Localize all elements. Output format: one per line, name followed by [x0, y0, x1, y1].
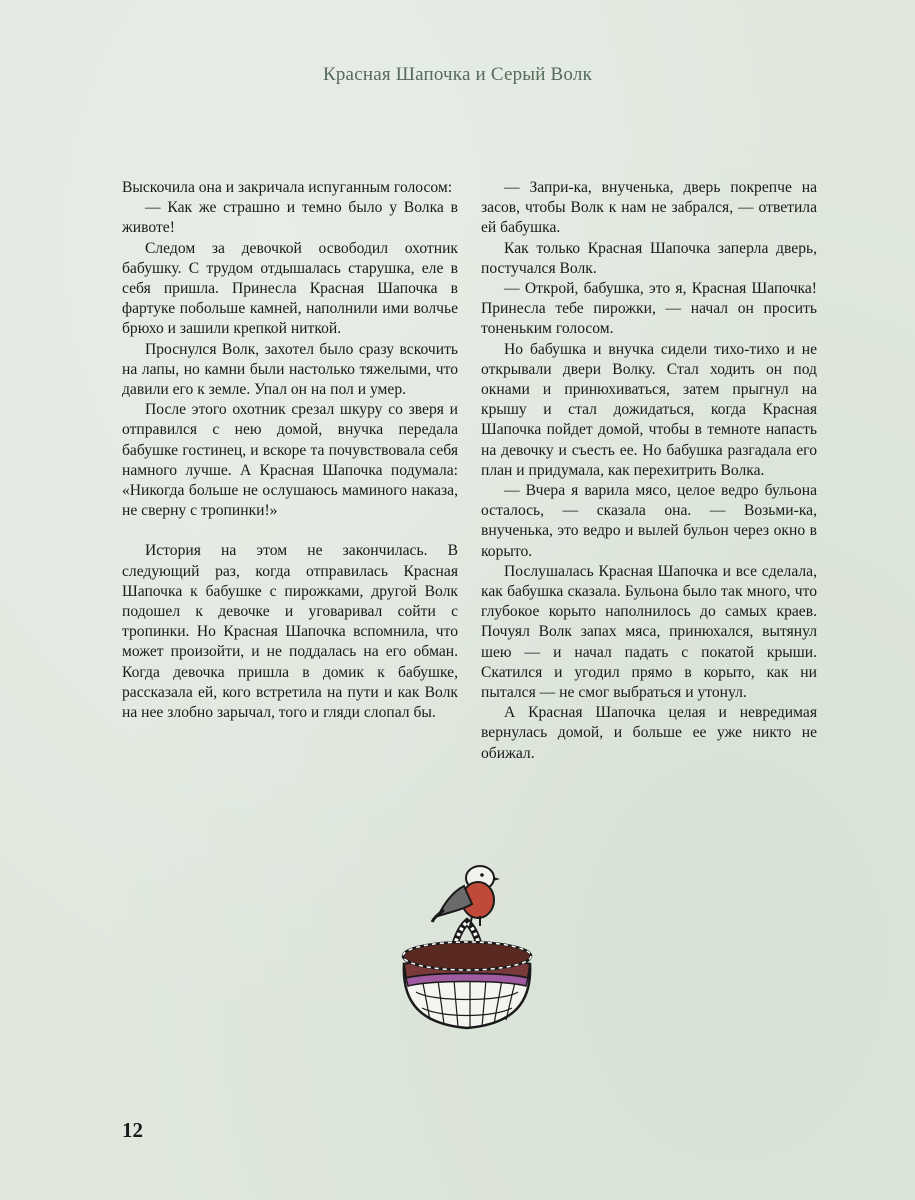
running-title: Красная Шапочка и Серый Волк [322, 64, 592, 85]
paragraph: А Красная Шапочка целая и невредимая вернулась домой, и больше ее уже никто не обижал. [481, 704, 817, 762]
bird-on-basket-icon [392, 852, 542, 1042]
basket-icon [403, 942, 531, 1028]
paragraph: После этого охотник срезал шкуру со зверя и отправился с нею домой, внучка передала бабушке гостинец, и вскоре та почувствовала себя намного лучше. А Красная Шапочка подумала: «Никогда больше не ослушаюсь маминого наказа, не сверну с тропинки!» [122, 401, 458, 520]
paragraph: — Как же страшно и темно было у Волка в животе! [122, 199, 458, 237]
bird-icon [432, 866, 500, 926]
paragraph: Проснулся Волк, захотел было сразу вскочить на лапы, но камни были настолько тяжелыми, что давили его к земле. Упал он на пол и умер. [122, 340, 458, 399]
page-number: 12 [122, 1118, 143, 1142]
paragraph: Но бабушка и внучка сидели тихо-тихо и не открывали двери Волку. Стал ходить он под окнами и принюхиваться, затем прыгнул на крышу и стал дожидаться, когда Красная Шапочка пойдет домой, чтобы в темноте напасть на девочку и съесть ее. Но бабушка разгадала его план и придумала, как перехитрить Волка. [481, 340, 817, 479]
paragraph: Выскочила она и закричала испуганным голосом: [122, 179, 453, 196]
paragraph: Как только Красная Шапочка заперла дверь, постучался Волк. [481, 239, 817, 277]
paragraph: Следом за девочкой освободил охотник бабушку. С трудом отдышалась старушка, еле в себя пришла. Принесла Красная Шапочка в фартуке побольше камней, наполнили ими волчье брюхо и зашили крепкой ниткой. [122, 239, 458, 338]
left-column [122, 178, 458, 723]
paragraph: — Вчера я варила мясо, целое ведро бульона осталось, — сказала она. — Возьми-ка, внученька, это ведро и вылей бульон через окно в корыто. [481, 482, 817, 560]
right-column [481, 178, 817, 764]
paragraph: Послушалась Красная Шапочка и все сделала, как бабушка сказала. Бульона было так много, что глубокое корыто наполнилось до самых краев. Почуял Волк запах мяса, принюхался, вытянул шею — и начал падать с покатой крыши. Скатился и угодил прямо в корыто, как ни пытался — не смог выбраться и утонул. [481, 562, 817, 702]
paragraph: — Запри-ка, внученька, дверь покрепче на засов, чтобы Волк к нам не забрался, — ответила ей бабушка. [481, 179, 817, 237]
paragraph: — Открой, бабушка, это я, Красная Шапочка! Принесла тебе пирожки, — начал он просить тоненьким голосом. [481, 280, 817, 338]
paragraph: История на этом не закончилась. В следующий раз, когда отправилась Красная Шапочка к бабушке с пирожками, другой Волк подошел к девочке и уговаривал сойти с тропинки. Но Красная Шапочка вспомнила, что может произойти, и не поддалась на его обман. Когда девочка пришла в домик к бабушке, рассказала ей, кого встретила на пути и как Волк на нее злобно зарычал, того и гляди слопал бы. [122, 542, 458, 722]
